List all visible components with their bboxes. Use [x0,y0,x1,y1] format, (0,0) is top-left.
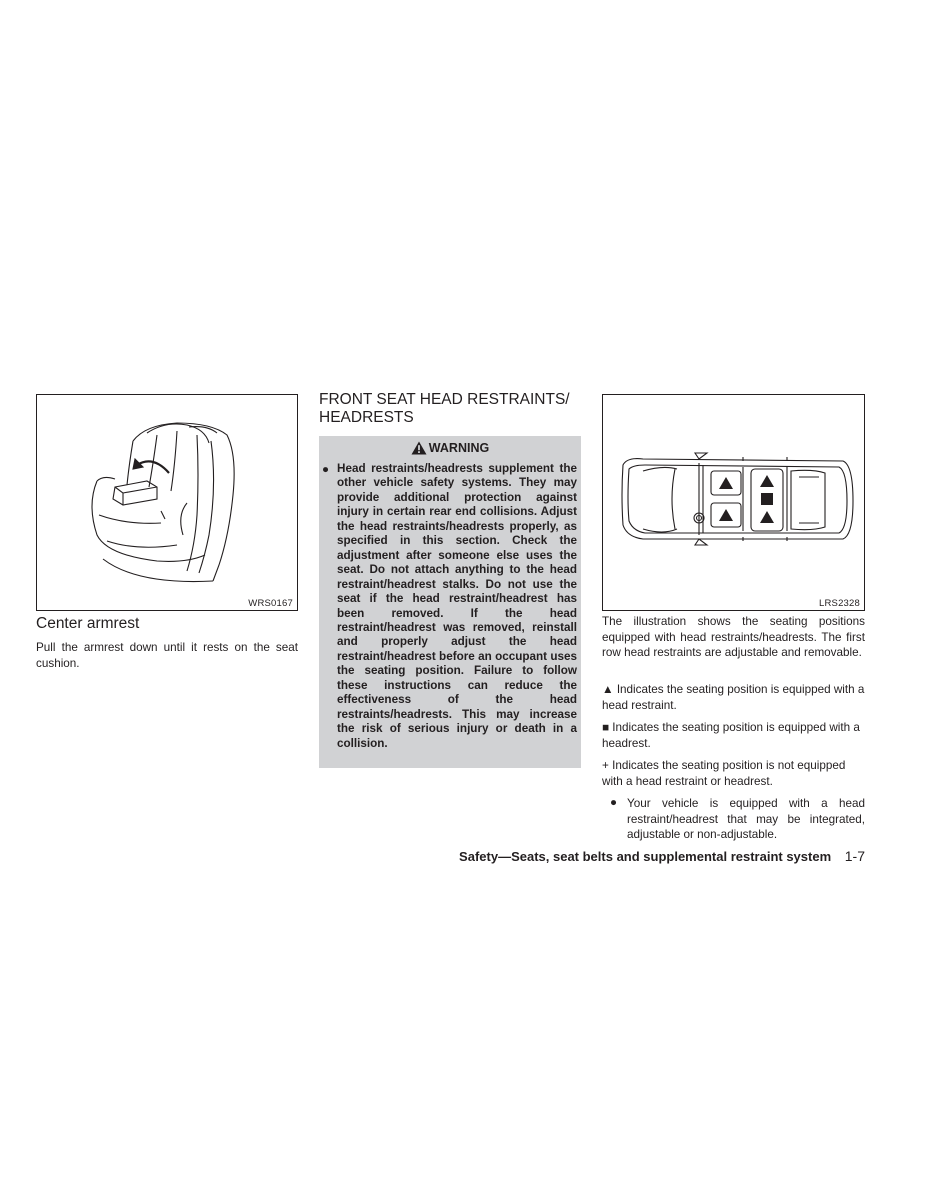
page-number: 1-7 [844,848,865,864]
bullet-paragraph: Your vehicle is equipped with a head restraint/headrest that may be integrated, adjustable or non-adjustable. [627,797,865,841]
head-restraint-marker [719,477,733,489]
section-heading-head-restraints [319,391,581,427]
figure-code: LRS2328 [818,598,860,609]
heading-line-1: FRONT SEAT HEAD RESTRAINTS/ [319,391,570,408]
heading-line-2: HEADRESTS [319,409,414,426]
page-footer [459,848,865,864]
seating-positions-illustration [602,394,865,611]
head-restraint-marker [760,475,774,487]
footer-title: Safety—Seats, seat belts and supplemental restraint system [459,849,832,864]
legend-triangle: ▲ Indicates the seating position is equipped with a head restraint. [602,683,865,712]
figure-code: WRS0167 [248,598,293,609]
right-bullet: ● [610,796,618,809]
warning-title: WARNING [428,441,490,455]
intro-paragraph: The illustration shows the seating positions equipped with head restraints/headrests. The first row head restraints are adjustable and removable. [602,615,865,659]
vehicle-top-view-drawing [603,395,864,610]
armrest-paragraph: Pull the armrest down until it rests on the seat cushion. [36,641,298,670]
head-restraint-marker [719,509,733,521]
headrest-marker [761,493,773,505]
head-restraint-marker [760,511,774,523]
warning-bullet: ● [322,463,330,476]
armrest-illustration [36,394,298,611]
legend-square: ■ Indicates the seating position is equipped with a headrest. [602,721,860,750]
warning-header [319,436,581,460]
warning-box [319,436,581,768]
section-heading-center-armrest: Center armrest [36,615,140,632]
warning-text: Head restraints/headrests supplement the other vehicle safety systems. They may provide additional protection against injury in certain rear end collisions. Adjust the head restraints/headrests properly, as specified in this section. Check the adjustment after someone else uses the seat. Do not attach anything to the head restraint/headrest stalks. Do not use the seat if the head restraint/headrest has been removed. If the head restraint/headrest was removed, reinstall and properly adjust the head restraint/headrest before an occupant uses the seating position. Failure to follow these instructions can reduce the effectiveness of the head restraints/headrests. This may increase the risk of serious injury or death in a collision. [337,462,577,750]
legend-plus: + Indicates the seating position is not equipped with a head restraint or headrest. [602,759,846,788]
warning-icon [411,441,427,455]
rear-seat-armrest-drawing [37,395,297,610]
